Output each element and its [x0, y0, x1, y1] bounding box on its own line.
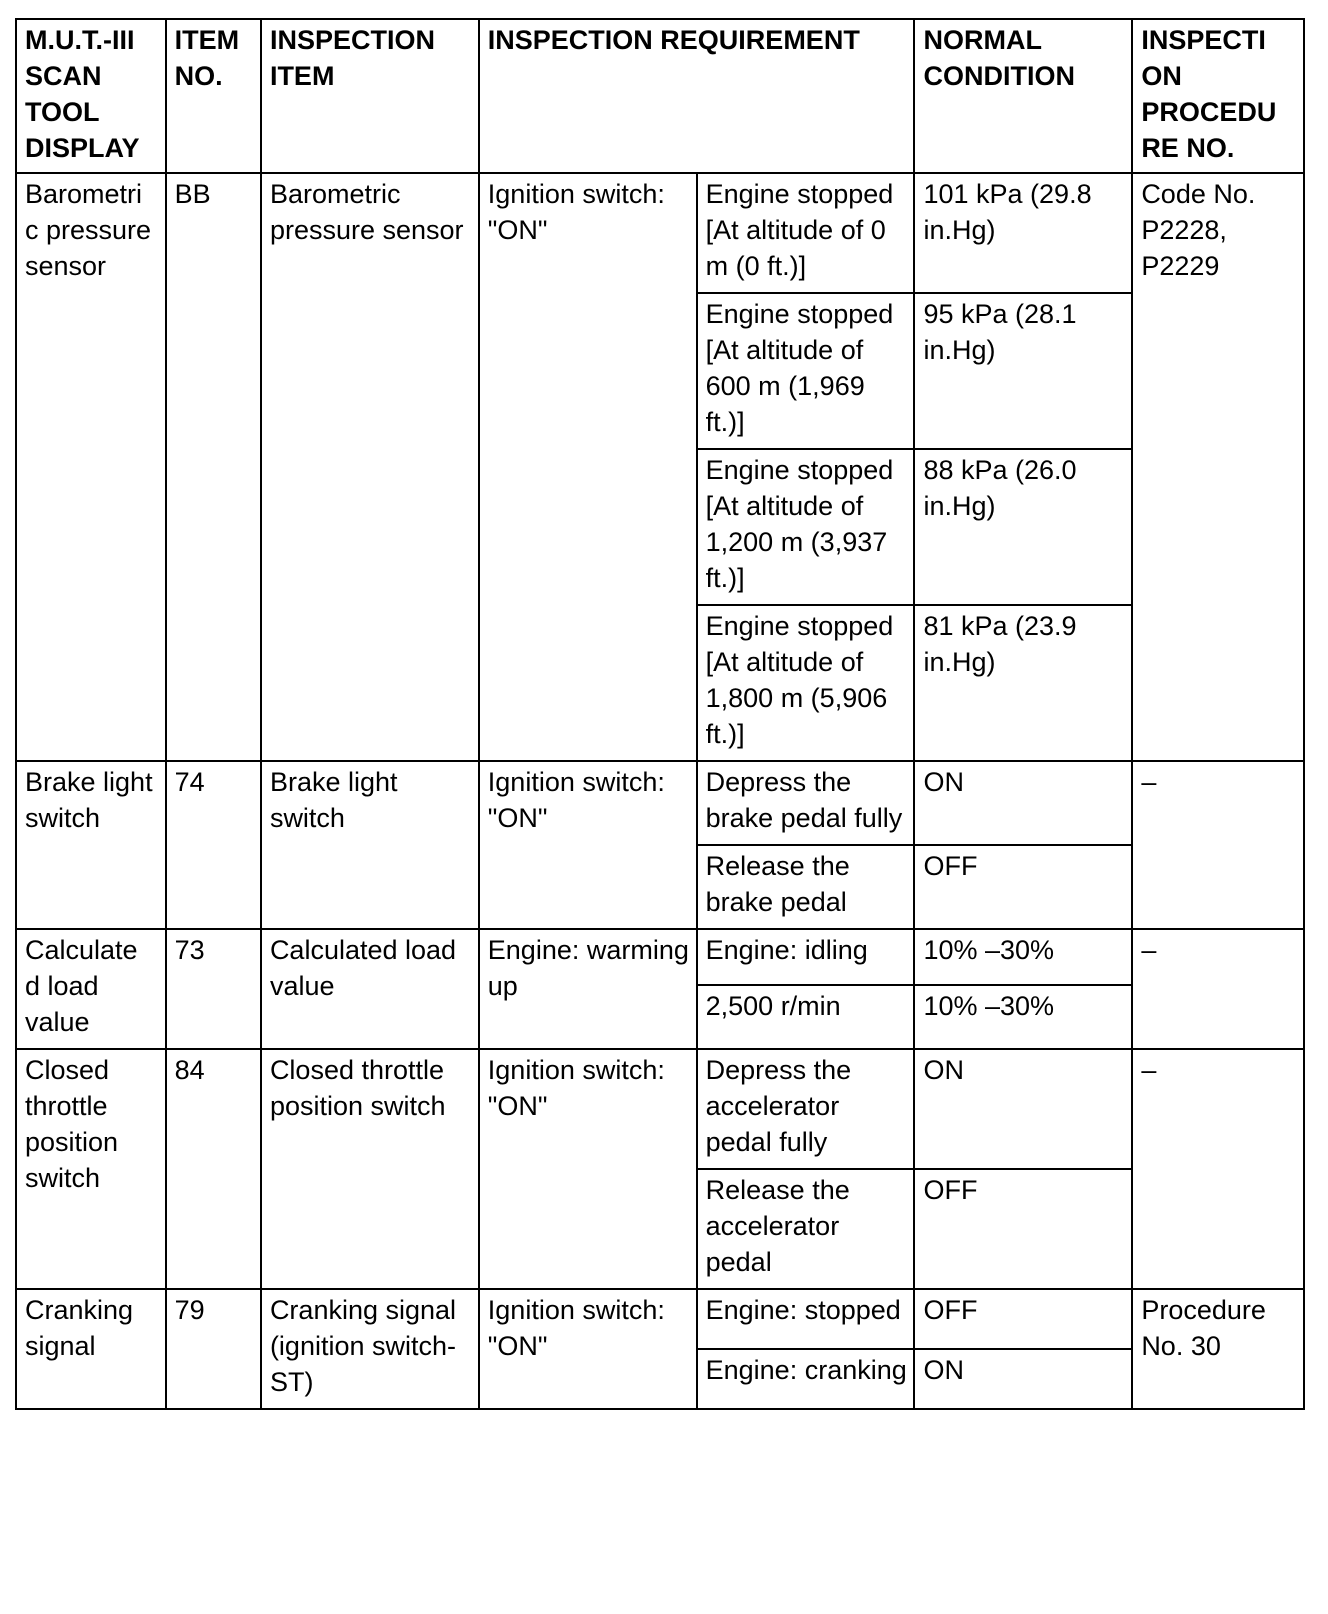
requirement-cell: Ignition switch: "ON" [479, 1289, 697, 1409]
normal-cell: OFF [914, 1289, 1132, 1349]
normal-cell: 81 kPa (23.9 in.Hg) [914, 605, 1132, 761]
requirement-cell: Engine: warming up [479, 929, 697, 1049]
normal-cell: ON [914, 1049, 1132, 1169]
normal-cell: 95 kPa (28.1 in.Hg) [914, 293, 1132, 449]
header-inspection-item: INSPECTION ITEM [261, 19, 479, 173]
header-item-no: ITEM NO. [166, 19, 261, 173]
inspection-item-cell: Closed throttle position switch [261, 1049, 479, 1289]
procedure-cell: Code No. P2228, P2229 [1132, 173, 1304, 761]
requirement-cell: Ignition switch: "ON" [479, 1049, 697, 1289]
header-inspection-requirement: INSPECTION REQUIREMENT [479, 19, 915, 173]
table-row [16, 173, 1304, 293]
condition-cell: Engine: stopped [697, 1289, 915, 1349]
display-cell: Calculate d load value [16, 929, 166, 1049]
display-cell: Barometri c pressure sensor [16, 173, 166, 761]
table-row [16, 761, 1304, 845]
requirement-cell: Ignition switch: "ON" [479, 173, 697, 761]
item-no-cell: 73 [166, 929, 261, 1049]
condition-cell: 2,500 r/min [697, 985, 915, 1049]
condition-cell: Engine stopped [At altitude of 0 m (0 ft.)] [697, 173, 915, 293]
requirement-cell: Ignition switch: "ON" [479, 761, 697, 929]
table-row [16, 1049, 1304, 1169]
inspection-table [15, 18, 1305, 1410]
inspection-item-cell: Cranking signal (ignition switch-ST) [261, 1289, 479, 1409]
table-row [16, 929, 1304, 985]
normal-cell: OFF [914, 1169, 1132, 1289]
normal-cell: 88 kPa (26.0 in.Hg) [914, 449, 1132, 605]
procedure-cell: Procedure No. 30 [1132, 1289, 1304, 1409]
display-cell: Brake light switch [16, 761, 166, 929]
table-row [16, 1289, 1304, 1349]
header-display: M.U.T.-III SCAN TOOL DISPLAY [16, 19, 166, 173]
item-no-cell: 79 [166, 1289, 261, 1409]
condition-cell: Release the accelerator pedal [697, 1169, 915, 1289]
normal-cell: OFF [914, 845, 1132, 929]
condition-cell: Engine stopped [At altitude of 1,200 m (3,937 ft.)] [697, 449, 915, 605]
item-no-cell: 74 [166, 761, 261, 929]
inspection-item-cell: Calculated load value [261, 929, 479, 1049]
normal-cell: 10% –30% [914, 929, 1132, 985]
normal-cell: ON [914, 1349, 1132, 1409]
header-normal-condition: NORMAL CONDITION [914, 19, 1132, 173]
normal-cell: 10% –30% [914, 985, 1132, 1049]
normal-cell: ON [914, 761, 1132, 845]
condition-cell: Depress the brake pedal fully [697, 761, 915, 845]
inspection-item-cell: Barometric pressure sensor [261, 173, 479, 761]
procedure-cell: – [1132, 761, 1304, 929]
condition-cell: Engine stopped [At altitude of 1,800 m (5,906 ft.)] [697, 605, 915, 761]
item-no-cell: 84 [166, 1049, 261, 1289]
condition-cell: Engine: idling [697, 929, 915, 985]
condition-cell: Release the brake pedal [697, 845, 915, 929]
display-cell: Cranking signal [16, 1289, 166, 1409]
inspection-item-cell: Brake light switch [261, 761, 479, 929]
procedure-cell: – [1132, 1049, 1304, 1289]
header-row [16, 19, 1304, 173]
condition-cell: Engine: cranking [697, 1349, 915, 1409]
condition-cell: Engine stopped [At altitude of 600 m (1,969 ft.)] [697, 293, 915, 449]
item-no-cell: BB [166, 173, 261, 761]
normal-cell: 101 kPa (29.8 in.Hg) [914, 173, 1132, 293]
display-cell: Closed throttle position switch [16, 1049, 166, 1289]
procedure-cell: – [1132, 929, 1304, 1049]
header-procedure-no: INSPECTI ON PROCEDU RE NO. [1132, 19, 1304, 173]
condition-cell: Depress the accelerator pedal fully [697, 1049, 915, 1169]
